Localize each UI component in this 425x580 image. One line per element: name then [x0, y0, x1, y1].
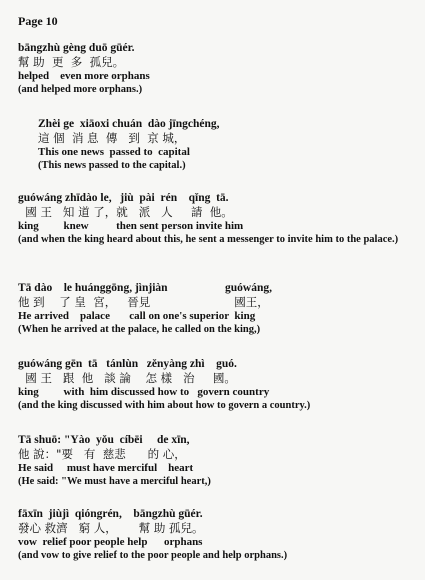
translation-line: (and vow to give relief to the poor people and help orphans.) [18, 550, 288, 561]
verse-block [18, 434, 418, 488]
chinese-line: 他 到 了 皇 宮， 晉見 國王， [18, 295, 269, 309]
verse-block [18, 358, 418, 412]
translation-line: (and the king discussed with him about how to govern a country.) [18, 400, 311, 411]
chinese-line: 國 王 跟 他 談 論 怎 樣 治 國。 [18, 371, 236, 385]
pinyin-line: guówáng zhīdào le, jiù pài rén qǐng tā. [18, 192, 229, 204]
pinyin-line: Tā dào le huánggōng, jìnjiàn guówáng, [18, 282, 273, 294]
translation-line: (and when the king heard about this, he sent a messenger to invite him to the palace.) [18, 234, 399, 245]
english-gloss-line: He said must have merciful heart [18, 462, 194, 474]
verse-block [18, 282, 418, 336]
verse-block [18, 508, 418, 562]
translation-line: (He said: "We must have a merciful heart,) [18, 476, 211, 487]
translation-line: (When he arrived at the palace, he called on the king,) [18, 324, 261, 335]
english-gloss-line: He arrived palace call on one's superior king [18, 310, 256, 322]
pinyin-line: bāngzhù gèng duō gūér. [18, 42, 135, 54]
page-number: Page 10 [18, 14, 58, 28]
verse-block [38, 118, 418, 172]
pinyin-line: Tā shuō: "Yào yǒu cíbēi de xīn, [18, 434, 190, 446]
english-gloss-line: king knew then sent person invite him [18, 220, 244, 232]
translation-line: (and helped more orphans.) [18, 84, 143, 95]
english-gloss-line: helped even more orphans [18, 70, 150, 82]
translation-line: (This news passed to the capital.) [38, 160, 186, 171]
chinese-line: 發心 救濟 窮 人， 幫 助 孤兒。 [18, 521, 204, 535]
pinyin-line: Zhèi ge xiāoxi chuán dào jīngchéng, [38, 118, 220, 130]
verse-block [18, 192, 418, 246]
english-gloss-line: This one news passed to capital [38, 146, 190, 158]
chinese-line: 國 王 知 道 了，就 派 人 請 他。 [18, 205, 233, 219]
pinyin-line: fāxīn jiùjì qióngrén, bāngzhù gūér. [18, 508, 203, 520]
pinyin-line: guówáng gēn tā tánlùn zěnyàng zhì guó. [18, 358, 237, 370]
verse-block [18, 42, 418, 96]
chinese-line: 這 個 消 息 傳 到 京 城， [38, 131, 186, 145]
english-gloss-line: king with him discussed how to govern country [18, 386, 270, 398]
chinese-line: 他 說："要 有 慈悲 的 心， [18, 447, 186, 461]
english-gloss-line: vow relief poor people help orphans [18, 536, 203, 548]
chinese-line: 幫 助 更 多 孤兒。 [18, 55, 125, 69]
